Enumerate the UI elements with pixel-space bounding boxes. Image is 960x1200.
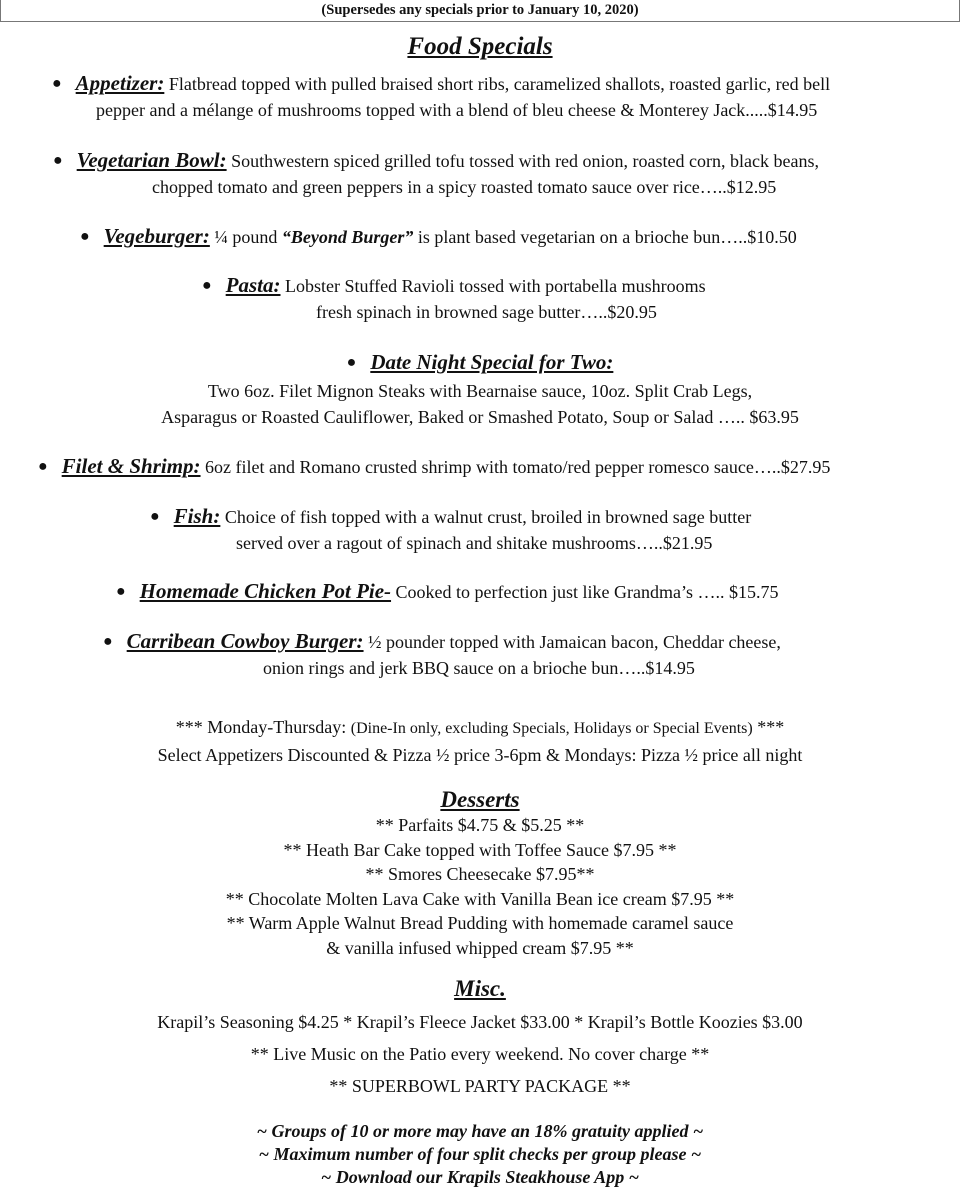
special-label: Vegetarian Bowl: <box>76 148 227 172</box>
misc-superbowl: ** SUPERBOWL PARTY PACKAGE ** <box>329 1076 631 1096</box>
special-filet-shrimp <box>38 454 958 481</box>
footer-notes <box>0 1120 960 1189</box>
special-desc: Flatbread topped with pulled braised short ribs, caramelized shallots, roasted garlic, red bell <box>164 74 831 94</box>
bullet-icon: ● <box>346 354 357 371</box>
weekday-restrictions: (Dine-In only, excluding Specials, Holidays or Special Events) <box>350 720 753 737</box>
desserts-list <box>0 813 960 960</box>
special-desc-end: is plant based vegetarian on a brioche bun…..$10.50 <box>413 227 797 247</box>
special-desc-cont: Asparagus or Roasted Cauliflower, Baked or Smashed Potato, Soup or Salad ….. $63.95 <box>161 407 799 427</box>
bullet-icon: ● <box>202 277 212 294</box>
dessert-item: ** Heath Bar Cake topped with Toffee Sauce $7.95 ** <box>283 839 677 860</box>
special-desc-cont: served over a ragout of spinach and shitake mushrooms…..$21.95 <box>236 533 713 553</box>
misc-merch: Krapil’s Seasoning $4.25 * Krapil’s Fleece Jacket $33.00 * Krapil’s Bottle Koozies $3.00 <box>157 1012 803 1032</box>
special-pot-pie <box>116 579 906 606</box>
weekday-notes <box>0 714 960 768</box>
dessert-item: ** Smores Cheesecake $7.95** <box>365 864 595 884</box>
dessert-item: ** Chocolate Molten Lava Cake with Vanilla Bean ice cream $7.95 ** <box>225 888 735 909</box>
special-desc: ¼ pound <box>209 227 282 247</box>
special-label: Pasta: <box>225 273 281 297</box>
misc-heading: Misc. <box>454 976 506 1001</box>
bullet-icon: ● <box>80 228 90 245</box>
special-vegetarian-bowl <box>53 148 953 200</box>
special-label: Date Night Special for Two: <box>370 350 614 374</box>
footer-split-checks: ~ Maximum number of four split checks per group please ~ <box>258 1144 702 1164</box>
footer-gratuity: ~ Groups of 10 or more may have an 18% gratuity applied ~ <box>256 1121 704 1141</box>
dessert-item: ** Parfaits $4.75 & $5.25 ** <box>375 815 585 835</box>
bullet-icon: ● <box>116 583 126 600</box>
special-label: Vegeburger: <box>103 224 210 248</box>
special-desc-cont: onion rings and jerk BBQ sauce on a brioche bun…..$14.95 <box>263 658 695 678</box>
special-desc-cont: chopped tomato and green peppers in a spicy roasted tomato sauce over rice…..$12.95 <box>152 177 777 197</box>
special-vegeburger <box>80 224 940 251</box>
special-label: Fish: <box>173 504 221 528</box>
special-desc: Cooked to perfection just like Grandma’s ….. $15.75 <box>391 582 779 602</box>
special-label: Carribean Cowboy Burger: <box>126 629 364 653</box>
weekday-title: *** Monday-Thursday: <box>175 717 351 737</box>
footer-app: ~ Download our Krapils Steakhouse App ~ <box>321 1167 639 1187</box>
bullet-icon: ● <box>150 508 160 525</box>
special-desc: ½ pounder topped with Jamaican bacon, Cheddar cheese, <box>363 632 781 652</box>
misc-live-music: ** Live Music on the Patio every weekend. No cover charge ** <box>250 1044 710 1064</box>
weekday-discounts: Select Appetizers Discounted & Pizza ½ price 3-6pm & Mondays: Pizza ½ price all night <box>157 745 803 765</box>
special-pasta <box>202 273 822 325</box>
special-label: Homemade Chicken Pot Pie- <box>139 579 392 603</box>
dessert-item: ** Warm Apple Walnut Bread Pudding with homemade caramel sauce <box>226 913 734 933</box>
desserts-heading: Desserts <box>440 787 520 812</box>
weekday-stars: *** <box>752 717 785 737</box>
special-desc: Southwestern spiced grilled tofu tossed with red onion, roasted corn, black beans, <box>226 151 819 171</box>
bullet-icon: ● <box>52 75 62 92</box>
bullet-icon: ● <box>103 633 113 650</box>
bullet-icon: ● <box>53 152 63 169</box>
dessert-item: & vanilla infused whipped cream $7.95 ** <box>326 937 634 958</box>
special-desc: Two 6oz. Filet Mignon Steaks with Bearnaise sauce, 10oz. Split Crab Legs, <box>207 381 753 401</box>
special-label: Appetizer: <box>75 71 165 95</box>
special-date-night <box>0 349 960 430</box>
special-brand: “Beyond Burger” <box>281 227 414 247</box>
special-fish <box>150 504 870 556</box>
special-appetizer <box>52 71 952 123</box>
special-label: Filet & Shrimp: <box>61 454 201 478</box>
bullet-icon: ● <box>38 458 48 475</box>
food-specials-heading: Food Specials <box>407 33 553 60</box>
special-desc: 6oz filet and Romano crusted shrimp with tomato/red pepper romesco sauce…..$27.95 <box>200 457 831 477</box>
special-desc-cont: pepper and a mélange of mushrooms topped with a blend of bleu cheese & Monterey Jack.....$14.95 <box>96 100 818 120</box>
special-desc: Lobster Stuffed Ravioli tossed with portabella mushrooms <box>280 276 706 296</box>
special-desc-cont: fresh spinach in browned sage butter…..$20.95 <box>316 302 657 322</box>
special-desc: Choice of fish topped with a walnut crust, broiled in browned sage butter <box>220 507 752 527</box>
supersedes-note: (Supersedes any specials prior to January 10, 2020) <box>0 0 960 22</box>
special-cowboy-burger <box>103 629 903 681</box>
